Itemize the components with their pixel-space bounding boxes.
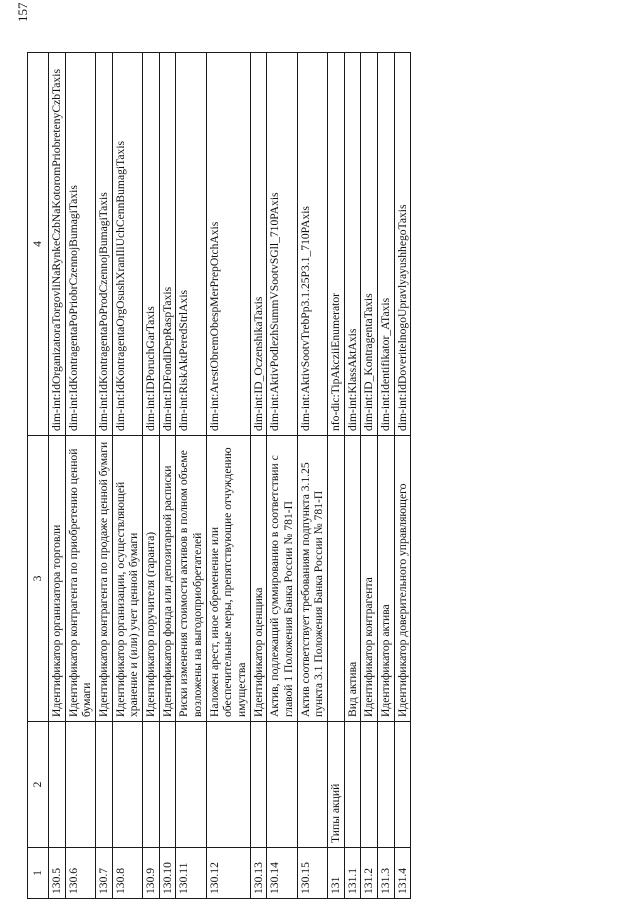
row-number-cell: 130.5 xyxy=(49,848,66,899)
axis-cell: dim-int:IdOrganizatoraTorgovliNaRynkeCzbNaKotoromPriobretenyCzbTaxis xyxy=(49,53,66,436)
table-row xyxy=(328,53,345,899)
category-cell xyxy=(159,722,176,848)
table-row xyxy=(378,53,395,899)
table-row xyxy=(297,53,327,899)
row-number-cell: 131.3 xyxy=(378,848,395,899)
row-number-cell: 130.10 xyxy=(159,848,176,899)
table-row xyxy=(394,53,411,899)
header-cell-4: 4 xyxy=(28,53,49,436)
category-cell xyxy=(112,722,142,848)
table-body xyxy=(28,53,411,899)
category-cell xyxy=(297,722,327,848)
description-cell: Идентификатор контрагента по продаже ценной бумаги xyxy=(96,436,113,722)
axis-cell: dim-int:IdDoveritelnogoUpravlyayushhegoTaxis xyxy=(394,53,411,436)
table-row xyxy=(176,53,206,899)
table-header-row xyxy=(28,53,49,899)
header-cell-1: 1 xyxy=(28,848,49,899)
description-cell: Идентификатор поручителя (гаранта) xyxy=(143,436,160,722)
category-cell xyxy=(394,722,411,848)
axis-cell: dim-int:AktivSootvTrebPp3.1.25P3.1_710PAxis xyxy=(297,53,327,436)
axis-cell: nfo-dic:TipAkcziiEnumerator xyxy=(328,53,345,436)
axis-cell: dim-int:ID_KontragentaTaxis xyxy=(361,53,378,436)
row-number-cell: 130.14 xyxy=(267,848,297,899)
axis-cell: dim-int:IDPoruchGarTaxis xyxy=(143,53,160,436)
row-number-cell: 130.12 xyxy=(206,848,250,899)
axis-cell: dim-int:IdKontragentaPoPriobrCzennojBumagiTaxis xyxy=(65,53,95,436)
table-row xyxy=(112,53,142,899)
category-cell xyxy=(250,722,267,848)
axis-cell: dim-int:AktivPodlezhSummVSootvSGll_710PAxis xyxy=(267,53,297,436)
table-row xyxy=(143,53,160,899)
category-cell xyxy=(143,722,160,848)
axis-cell: dim-int:IDFondiDepRaspTaxis xyxy=(159,53,176,436)
table-row xyxy=(344,53,361,899)
attributes-table xyxy=(27,52,411,899)
row-number-cell: 130.6 xyxy=(65,848,95,899)
table-row xyxy=(159,53,176,899)
axis-cell: dim-int:IdKontragentaPoProdCzennojBumagiTaxis xyxy=(96,53,113,436)
category-cell: Типы акций xyxy=(328,722,345,848)
header-cell-2: 2 xyxy=(28,722,49,848)
description-cell: Идентификатор актива xyxy=(378,436,395,722)
description-cell xyxy=(328,436,345,722)
category-cell xyxy=(65,722,95,848)
description-cell: Вид актива xyxy=(344,436,361,722)
axis-cell: dim-int:ArestObremObespMerPrepOtchAxis xyxy=(206,53,250,436)
table-row xyxy=(206,53,250,899)
description-cell: Идентификатор оценщика xyxy=(250,436,267,722)
row-number-cell: 131.2 xyxy=(361,848,378,899)
description-cell: Актив, подлежащий суммированию в соответствии с главой 1 Положения Банка России № 781-П xyxy=(267,436,297,722)
table-row xyxy=(267,53,297,899)
description-cell: Идентификатор организатора торговли xyxy=(49,436,66,722)
axis-cell: dim-int:IdKontragentaOrgOsushXranIliUchCennBumagiTaxis xyxy=(112,53,142,436)
row-number-cell: 131.1 xyxy=(344,848,361,899)
axis-cell: dim-int:Identifikator_ATaxis xyxy=(378,53,395,436)
table-row xyxy=(250,53,267,899)
description-cell: Риски изменения стоимости активов в полном объеме возложены на выгодоприобретателей xyxy=(176,436,206,722)
header-cell-3: 3 xyxy=(28,436,49,722)
row-number-cell: 130.11 xyxy=(176,848,206,899)
row-number-cell: 130.9 xyxy=(143,848,160,899)
row-number-cell: 131 xyxy=(328,848,345,899)
category-cell xyxy=(344,722,361,848)
row-number-cell: 130.13 xyxy=(250,848,267,899)
table-row xyxy=(96,53,113,899)
axis-cell: dim-int:ID_OczenshikaTaxis xyxy=(250,53,267,436)
row-number-cell: 130.7 xyxy=(96,848,113,899)
category-cell xyxy=(206,722,250,848)
row-number-cell: 130.15 xyxy=(297,848,327,899)
category-cell xyxy=(96,722,113,848)
category-cell xyxy=(176,722,206,848)
category-cell xyxy=(267,722,297,848)
description-cell: Актив соответствует требованиям подпункта 3.1.25 пункта 3.1 Положения Банка России № 781-П xyxy=(297,436,327,722)
table-row xyxy=(49,53,66,899)
category-cell xyxy=(49,722,66,848)
table-row xyxy=(65,53,95,899)
description-cell: Идентификатор доверительного управляющего xyxy=(394,436,411,722)
row-number-cell: 130.8 xyxy=(112,848,142,899)
row-number-cell: 131.4 xyxy=(394,848,411,899)
axis-cell: dim-int:RiskAktPeredStrlAxis xyxy=(176,53,206,436)
description-cell: Идентификатор контрагента по приобретению ценной бумаги xyxy=(65,436,95,722)
category-cell xyxy=(378,722,395,848)
description-cell: Идентификатор контрагента xyxy=(361,436,378,722)
category-cell xyxy=(361,722,378,848)
description-cell: Идентификатор фонда или депозитарной расписки xyxy=(159,436,176,722)
axis-cell: dim-int:KlassAktAxis xyxy=(344,53,361,436)
description-cell: Идентификатор организации, осуществляющей хранение и (или) учет ценной бумаги xyxy=(112,436,142,722)
description-cell: Наложен арест, иное обременение или обеспечительные меры, препятствующие отчуждению имущества xyxy=(206,436,250,722)
table-row xyxy=(361,53,378,899)
page-number: 157 xyxy=(15,2,30,22)
